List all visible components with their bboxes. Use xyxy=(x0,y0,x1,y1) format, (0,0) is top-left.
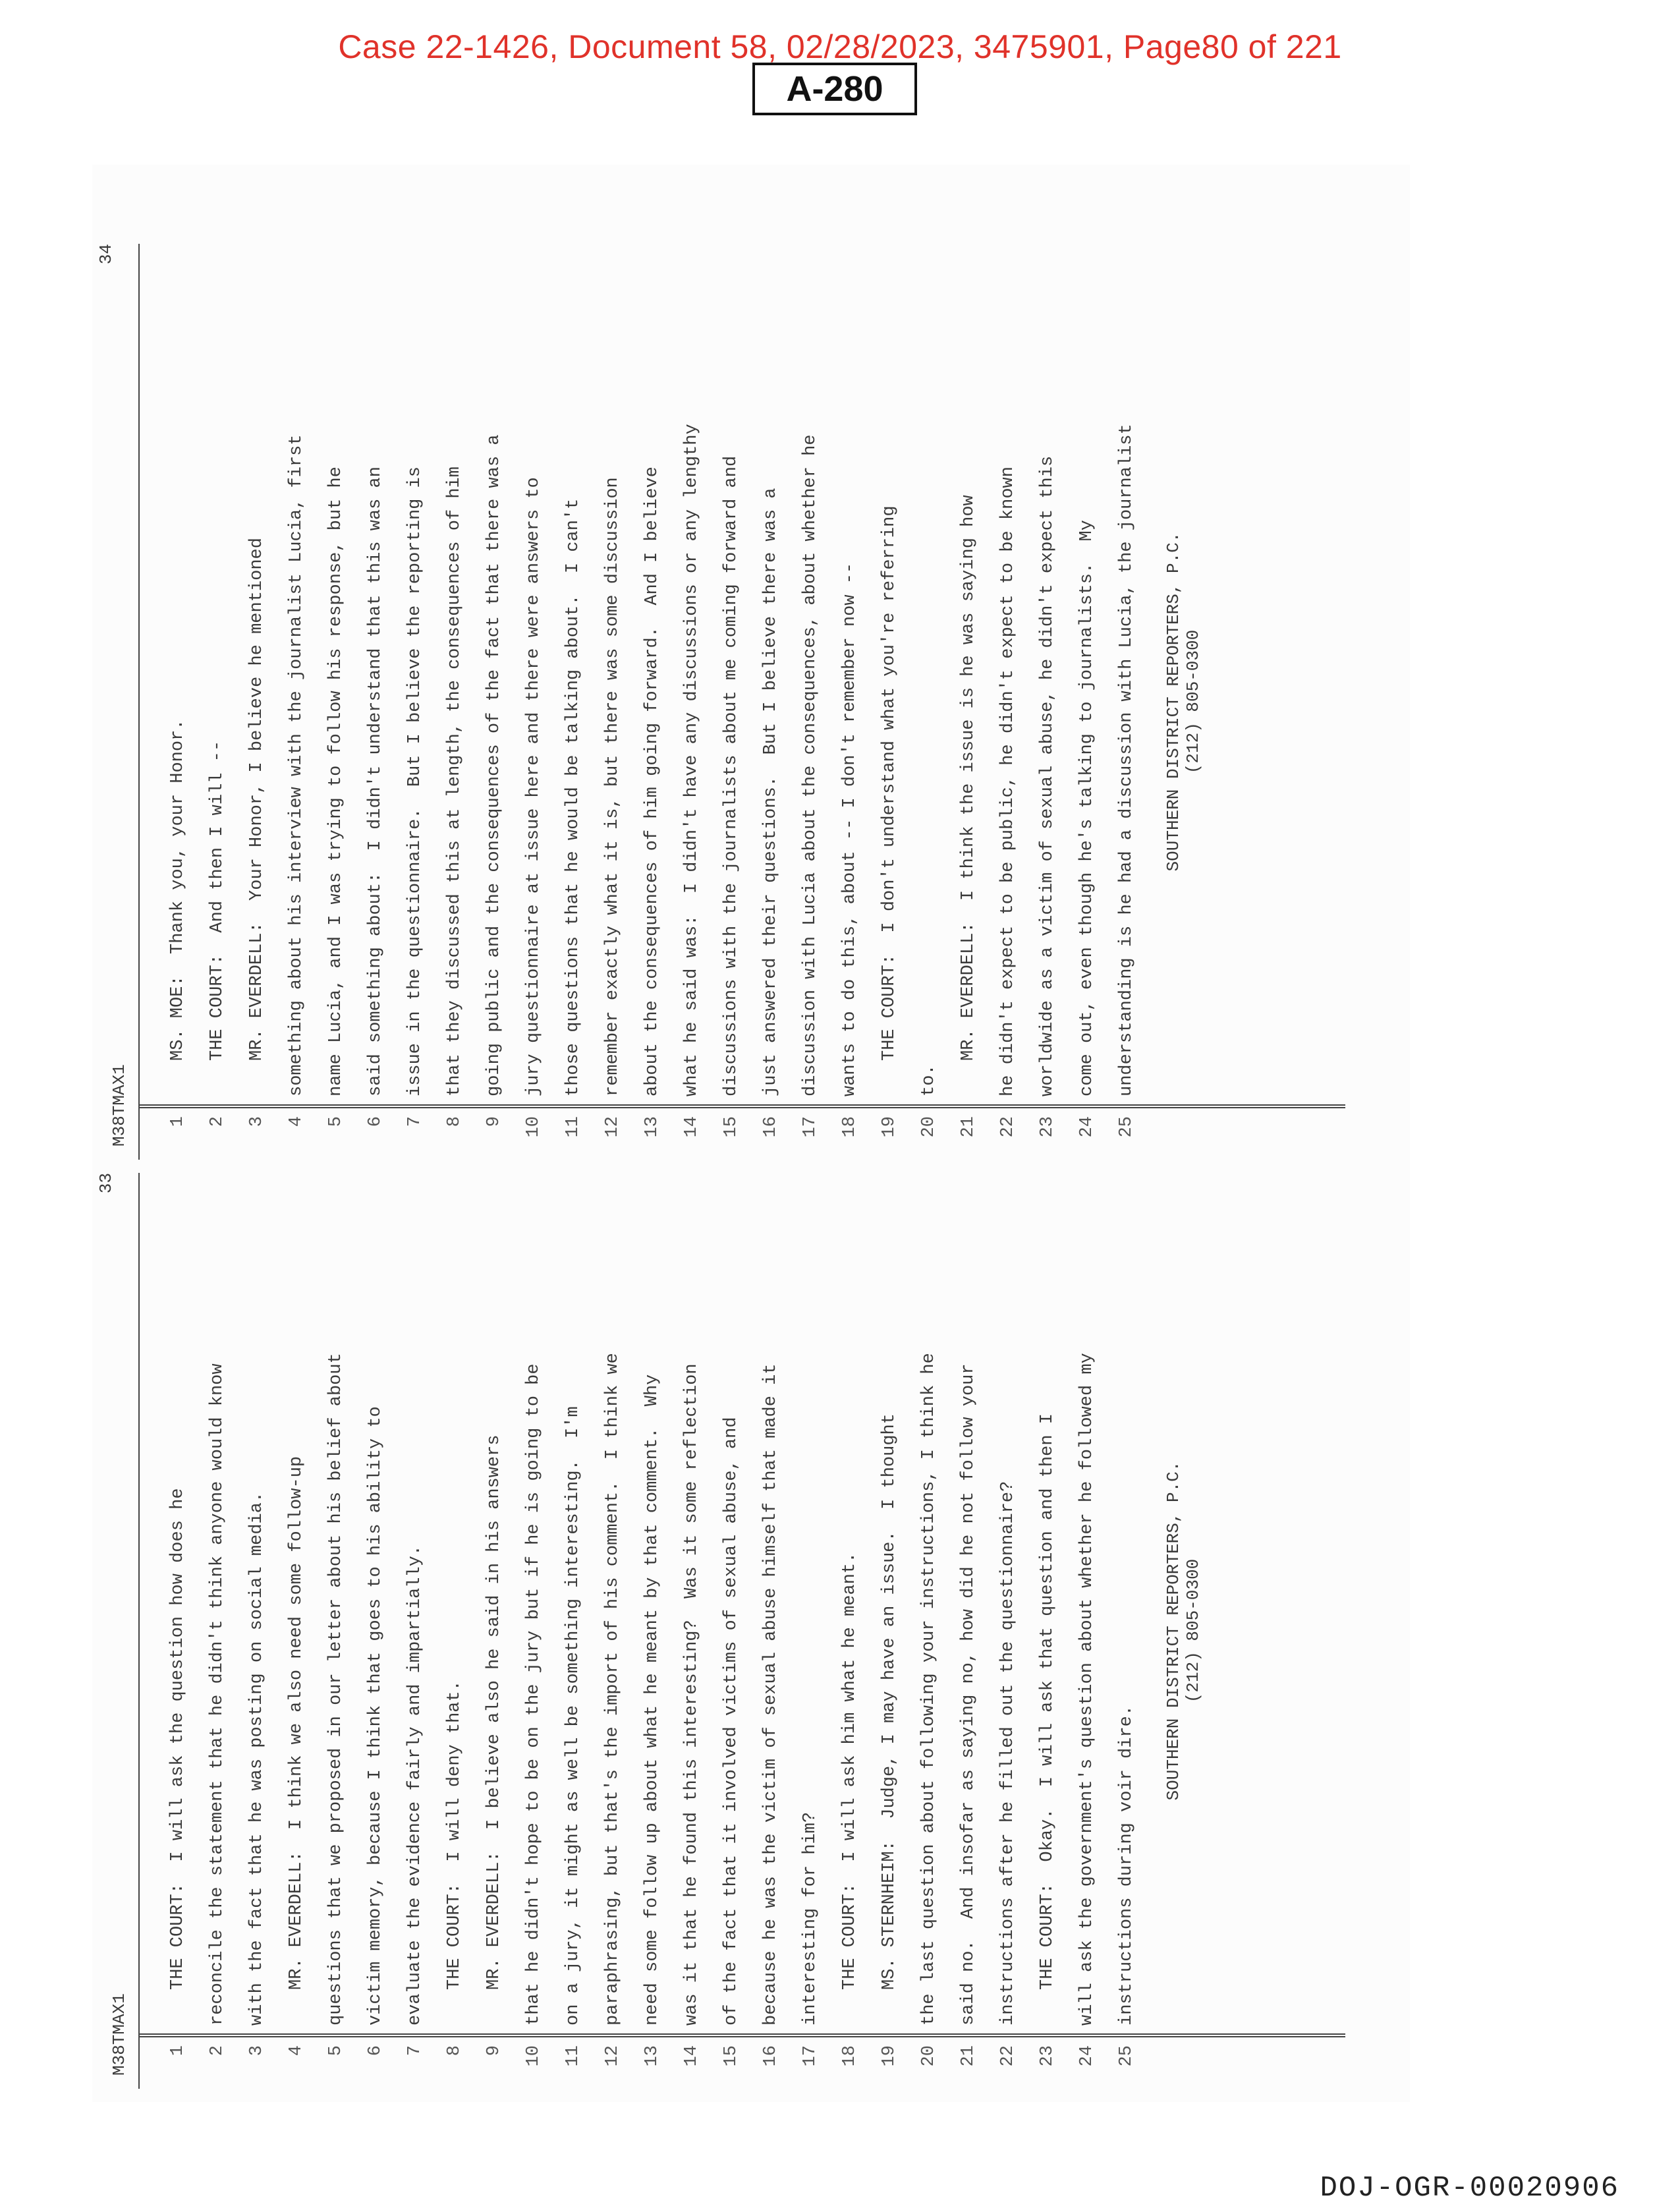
transcript-line: of the fact that it involved victims of sexual abuse, and xyxy=(721,1417,741,2026)
line-number: 9 xyxy=(484,1116,504,1127)
line-number: 1 xyxy=(168,2045,188,2056)
line-number: 15 xyxy=(721,1116,741,1138)
line-number: 24 xyxy=(1077,2045,1097,2067)
transcript-line: understanding is he had a discussion with Lucia, the journalist xyxy=(1117,424,1136,1096)
transcript-line: MR. EVERDELL: I think we also need some follow-up xyxy=(287,1456,306,1990)
transcript-line: he didn't expect to be public, he didn't expect to be known xyxy=(998,467,1018,1096)
case-code: M38TMAX1 xyxy=(109,1993,129,2076)
line-number: 11 xyxy=(563,1116,583,1138)
line-number: 4 xyxy=(287,1116,306,1127)
transcript-line: instructions during voir dire. xyxy=(1117,1705,1136,2026)
transcript-line: wants to do this, about -- I don't remember now -- xyxy=(840,562,860,1096)
transcript-sheet xyxy=(92,165,1410,2102)
line-number: 25 xyxy=(1117,1116,1136,1138)
line-number: 2 xyxy=(208,1116,227,1127)
line-number: 25 xyxy=(1117,2045,1136,2067)
transcript-line: said something about: I didn't understand that this was an xyxy=(366,467,385,1096)
transcript-line: that they discussed this at length, the consequences of him xyxy=(445,467,464,1096)
transcript-line: discussions with the journalists about me coming forward and xyxy=(721,455,741,1096)
page-number: 33 xyxy=(96,1173,116,1194)
line-number: 16 xyxy=(761,2045,781,2067)
line-number: 5 xyxy=(326,2045,346,2056)
transcript-page-34 xyxy=(92,244,1344,1160)
transcript-line: worldwide as a victim of sexual abuse, he didn't expect this xyxy=(1038,455,1057,1096)
line-number: 10 xyxy=(524,2045,544,2067)
line-number: 22 xyxy=(998,1116,1018,1138)
line-number: 5 xyxy=(326,1116,346,1127)
transcript-page-33 xyxy=(92,1173,1344,2089)
transcript-line: MR. EVERDELL: I think the issue is he was saying how xyxy=(959,495,978,1061)
line-number: 6 xyxy=(366,1116,385,1127)
transcript-line: instructions after he filled out the questionnaire? xyxy=(998,1481,1018,2026)
line-number: 2 xyxy=(208,2045,227,2056)
line-number: 7 xyxy=(405,2045,425,2056)
case-header: Case 22-1426, Document 58, 02/28/2023, 3475901, Page80 of 221 xyxy=(338,28,1342,65)
transcript-line: will ask the government's question about whether he followed my xyxy=(1077,1353,1097,2026)
transcript-line: need some follow up about what he meant by that comment. Why xyxy=(642,1374,662,2026)
page-number: 34 xyxy=(96,244,116,265)
transcript-line: something about his interview with the journalist Lucia, first xyxy=(287,434,306,1096)
line-number: 17 xyxy=(800,1116,820,1138)
transcript-line: evaluate the evidence fairly and impartially. xyxy=(405,1545,425,2026)
transcript-line: THE COURT: Okay. I will ask that question and then I xyxy=(1038,1413,1057,1990)
transcript-line: on a jury, it might as well be something interesting. I'm xyxy=(563,1406,583,2026)
transcript-line: was it that he found this interesting? Was it some reflection xyxy=(682,1363,702,2026)
line-number: 4 xyxy=(287,2045,306,2056)
line-number: 6 xyxy=(366,2045,385,2056)
line-number: 18 xyxy=(840,2045,860,2067)
reporter-phone: (212) 805-0300 xyxy=(1183,1558,1203,1703)
transcript-line: MS. MOE: Thank you, your Honor. xyxy=(168,719,188,1061)
line-number: 12 xyxy=(603,1116,623,1138)
line-number: 21 xyxy=(959,1116,978,1138)
line-number: 17 xyxy=(800,2045,820,2067)
transcript-line: name Lucia, and I was trying to follow his response, but he xyxy=(326,467,346,1096)
reporter-name: SOUTHERN DISTRICT REPORTERS, P.C. xyxy=(1163,1461,1183,1801)
transcript-line: THE COURT: And then I will -- xyxy=(208,740,227,1061)
line-number: 11 xyxy=(563,2045,583,2067)
line-number: 21 xyxy=(959,2045,978,2067)
transcript-line: MR. EVERDELL: Your Honor, I believe he mentioned xyxy=(247,538,267,1061)
line-number: 7 xyxy=(405,1116,425,1127)
transcript-line: questions that we proposed in our letter about his belief about xyxy=(326,1353,346,2026)
transcript-line: said no. And insofar as saying no, how did he not follow your xyxy=(959,1363,978,2026)
line-number: 15 xyxy=(721,2045,741,2067)
case-code: M38TMAX1 xyxy=(109,1064,129,1147)
transcript-line: those questions that he would be talking about. I can't xyxy=(563,498,583,1096)
line-number: 3 xyxy=(247,1116,267,1127)
transcript-line: about the consequences of him going forward. And I believe xyxy=(642,467,662,1096)
line-number: 18 xyxy=(840,1116,860,1138)
transcript-line: paraphrasing, but that's the import of his comment. I think we xyxy=(603,1353,623,2026)
transcript-line: come out, even though he's talking to journalists. My xyxy=(1077,520,1097,1096)
line-number: 20 xyxy=(919,2045,939,2067)
line-number: 23 xyxy=(1038,1116,1057,1138)
transcript-line: that he didn't hope to be on the jury but if he is going to be xyxy=(524,1363,544,2026)
transcript-line: THE COURT: I don't understand what you're referring xyxy=(880,505,899,1061)
line-number: 19 xyxy=(880,1116,899,1138)
transcript-line: jury questionnaire at issue here and there were answers to xyxy=(524,477,544,1096)
line-number: 14 xyxy=(682,1116,702,1138)
transcript-line: THE COURT: I will deny that. xyxy=(445,1680,464,1990)
transcript-line: victim memory, because I think that goes to his ability to xyxy=(366,1406,385,2026)
transcript-line: remember exactly what it is, but there was some discussion xyxy=(603,477,623,1096)
bates-number: DOJ-OGR-00020906 xyxy=(1320,2172,1619,2205)
transcript-line: because he was the victim of sexual abuse himself that made it xyxy=(761,1363,781,2026)
transcript-line: issue in the questionnaire. But I believe the reporting is xyxy=(405,467,425,1096)
header-rule xyxy=(138,1173,140,2089)
transcript-line: reconcile the statement that he didn't think anyone would know xyxy=(208,1363,227,2026)
transcript-line: THE COURT: I will ask him what he meant. xyxy=(840,1552,860,1990)
line-number: 13 xyxy=(642,1116,662,1138)
transcript-line: with the fact that he was posting on social media. xyxy=(247,1491,267,2026)
line-number: 1 xyxy=(168,1116,188,1127)
line-number: 10 xyxy=(524,1116,544,1138)
line-number: 13 xyxy=(642,2045,662,2067)
line-number: 8 xyxy=(445,2045,464,2056)
transcript-line: MR. EVERDELL: I believe also he said in his answers xyxy=(484,1434,504,1990)
transcript-line: the last question about following your instructions, I think he xyxy=(919,1353,939,2026)
transcript-line: what he said was: I didn't have any discussions or any lengthy xyxy=(682,424,702,1096)
line-number: 23 xyxy=(1038,2045,1057,2067)
line-number: 19 xyxy=(880,2045,899,2067)
line-number: 9 xyxy=(484,2045,504,2056)
reporter-phone: (212) 805-0300 xyxy=(1183,629,1203,774)
line-number: 3 xyxy=(247,2045,267,2056)
line-number: 14 xyxy=(682,2045,702,2067)
transcript-line: interesting for him? xyxy=(800,1811,820,2026)
transcript-line: THE COURT: I will ask the question how does he xyxy=(168,1488,188,1990)
line-number: 12 xyxy=(603,2045,623,2067)
header-rule xyxy=(138,244,140,1160)
transcript-line: going public and the consequences of the fact that there was a xyxy=(484,434,504,1096)
line-number: 20 xyxy=(919,1116,939,1138)
transcript-line: MS. STERNHEIM: Judge, I may have an issue. I thought xyxy=(880,1413,899,1990)
transcript-line: to. xyxy=(919,1064,939,1096)
exhibit-label: A-280 xyxy=(752,63,917,115)
reporter-name: SOUTHERN DISTRICT REPORTERS, P.C. xyxy=(1163,532,1183,872)
line-number: 22 xyxy=(998,2045,1018,2067)
line-number: 8 xyxy=(445,1116,464,1127)
transcript-line: discussion with Lucia about the consequences, about whether he xyxy=(800,434,820,1096)
line-number: 24 xyxy=(1077,1116,1097,1138)
transcript-line: just answered their questions. But I believe there was a xyxy=(761,488,781,1096)
line-number: 16 xyxy=(761,1116,781,1138)
